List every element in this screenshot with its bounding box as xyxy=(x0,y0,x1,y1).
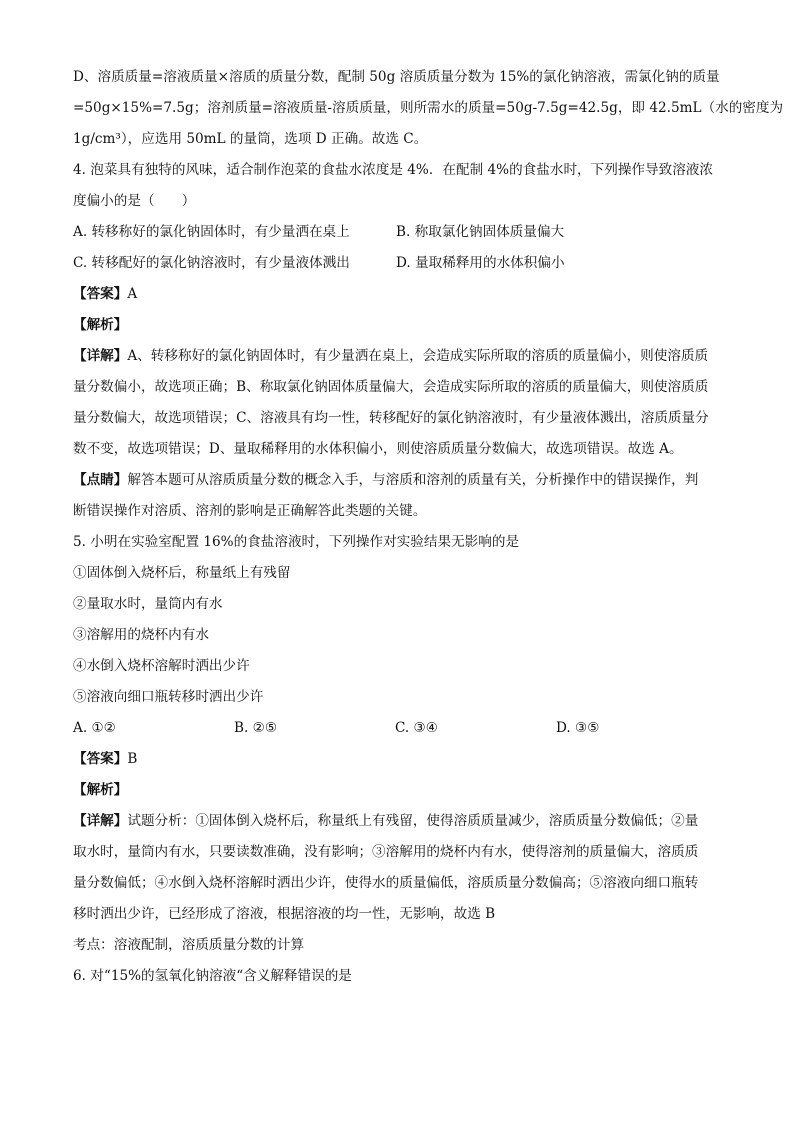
options-row xyxy=(73,248,728,279)
detail-line: 数不变，故选项错误；D、量取稀释用的水体积偏小，则使溶质质量分数偏大，故选项错误。故选 A。 xyxy=(73,441,683,457)
answer-value: A xyxy=(127,286,138,302)
options-row xyxy=(73,217,728,248)
answer-line xyxy=(73,279,728,310)
analysis-tag: 【解析】 xyxy=(73,782,128,798)
option-d: D. ③⑤ xyxy=(556,720,600,736)
question-6 xyxy=(73,961,728,992)
answer-line xyxy=(73,744,728,775)
text-line: D、溶质质量=溶液质量×溶质的质量分数，配制 50g 溶质质量分数为 15%的氯化钠溶液，需氯化钠的质量 xyxy=(73,69,720,85)
kaodian-line: 考点：溶液配制，溶质质量分数的计算 xyxy=(73,937,305,953)
question-stem: 6. 对“15%的氢氧化钠溶液“含义解释错误的是 xyxy=(73,968,352,984)
option-b: B. 称取氯化钠固体质量偏大 xyxy=(396,224,565,240)
option-a: A. 转移称好的氯化钠固体时，有少量洒在桌上 xyxy=(73,224,350,240)
list-item: ④水倒入烧杯溶解时洒出少许 xyxy=(73,658,250,674)
question-stem-line: 度偏小的是（ ） xyxy=(73,193,196,209)
question-5 xyxy=(73,527,728,961)
list-item: ③溶解用的烧杯内有水 xyxy=(73,627,209,643)
comment-line xyxy=(73,465,728,496)
detail-line: 移时洒出少许，已经形成了溶液，根据溶液的均一性，无影响，故选 B xyxy=(73,906,496,922)
question-stem: 5. 小明在实验室配置 16%的食盐溶液时，下列操作对实验结果无影响的是 xyxy=(73,534,520,550)
options-row xyxy=(73,713,728,744)
detail-line: 量分数偏低；④水倒入烧杯溶解时洒出少许，使得水的质量偏低，溶质质量分数偏高；⑤溶液向细口瓶转 xyxy=(73,875,699,891)
text-line: 1g/cm³），应选用 50mL 的量筒，选项 D 正确。故选 C。 xyxy=(73,131,428,147)
option-a: A. ①② xyxy=(73,720,116,736)
list-item: ⑤溶液向细口瓶转移时洒出少许 xyxy=(73,689,264,705)
option-c: C. 转移配好的氯化钠溶液时，有少量液体溅出 xyxy=(73,255,350,271)
option-b: B. ②⑤ xyxy=(234,720,278,736)
detail-line xyxy=(73,806,728,837)
option-c: C. ③④ xyxy=(395,720,438,736)
question-4 xyxy=(73,155,728,527)
answer-tag: 【答案】 xyxy=(73,751,128,767)
list-item: ①固体倒入烧杯后，称量纸上有残留 xyxy=(73,565,291,581)
answer-tag: 【答案】 xyxy=(73,286,128,302)
detail-line: 量分数偏小，故选项正确；B、称取氯化钠固体质量偏大，会造成实际所取的溶质的质量偏大，则使溶质质 xyxy=(73,379,709,395)
comment-text: 解答本题可从溶质质量分数的概念入手，与溶质和溶剂的质量有关，分析操作中的错误操作，判 xyxy=(127,472,699,488)
text-line: =50g×15%=7.5g；溶剂质量=溶液质量-溶质质量，则所需水的质量=50g-7.5g=42.5g，即 42.5mL（水的密度为 xyxy=(73,100,784,116)
list-item: ②量取水时，量筒内有水 xyxy=(73,596,223,612)
detail-tag: 【详解】 xyxy=(73,813,128,829)
previous-answer-continuation xyxy=(73,62,784,155)
option-d: D. 量取稀释用的水体积偏小 xyxy=(396,255,565,271)
question-stem-line: 4. 泡菜具有独特的风味，适合制作泡菜的食盐水浓度是 4%．在配制 4%的食盐水时，下列操作导致溶液浓 xyxy=(73,162,713,178)
analysis-line xyxy=(73,310,728,341)
detail-text: 试题分析：①固体倒入烧杯后，称量纸上有残留，使得溶质质量减少，溶质质量分数偏低；②量 xyxy=(127,813,699,829)
detail-line xyxy=(73,341,728,372)
answer-value: B xyxy=(127,751,138,767)
analysis-line xyxy=(73,775,728,806)
comment-line: 断错误操作对溶质、溶剂的影响是正确解答此类题的关键。 xyxy=(73,503,427,519)
analysis-tag: 【解析】 xyxy=(73,317,128,333)
detail-line: 量分数偏大，故选项错误；C、溶液具有均一性，转移配好的氯化钠溶液时，有少量液体溅出，溶质质量分 xyxy=(73,410,709,426)
comment-tag: 【点睛】 xyxy=(73,472,128,488)
detail-text: A、转移称好的氯化钠固体时，有少量洒在桌上，会造成实际所取的溶质的质量偏小，则使溶质质 xyxy=(127,348,709,364)
detail-line: 取水时，量筒内有水，只要读数准确，没有影响；③溶解用的烧杯内有水，使得溶剂的质量偏大，溶质质 xyxy=(73,844,699,860)
detail-tag: 【详解】 xyxy=(73,348,128,364)
